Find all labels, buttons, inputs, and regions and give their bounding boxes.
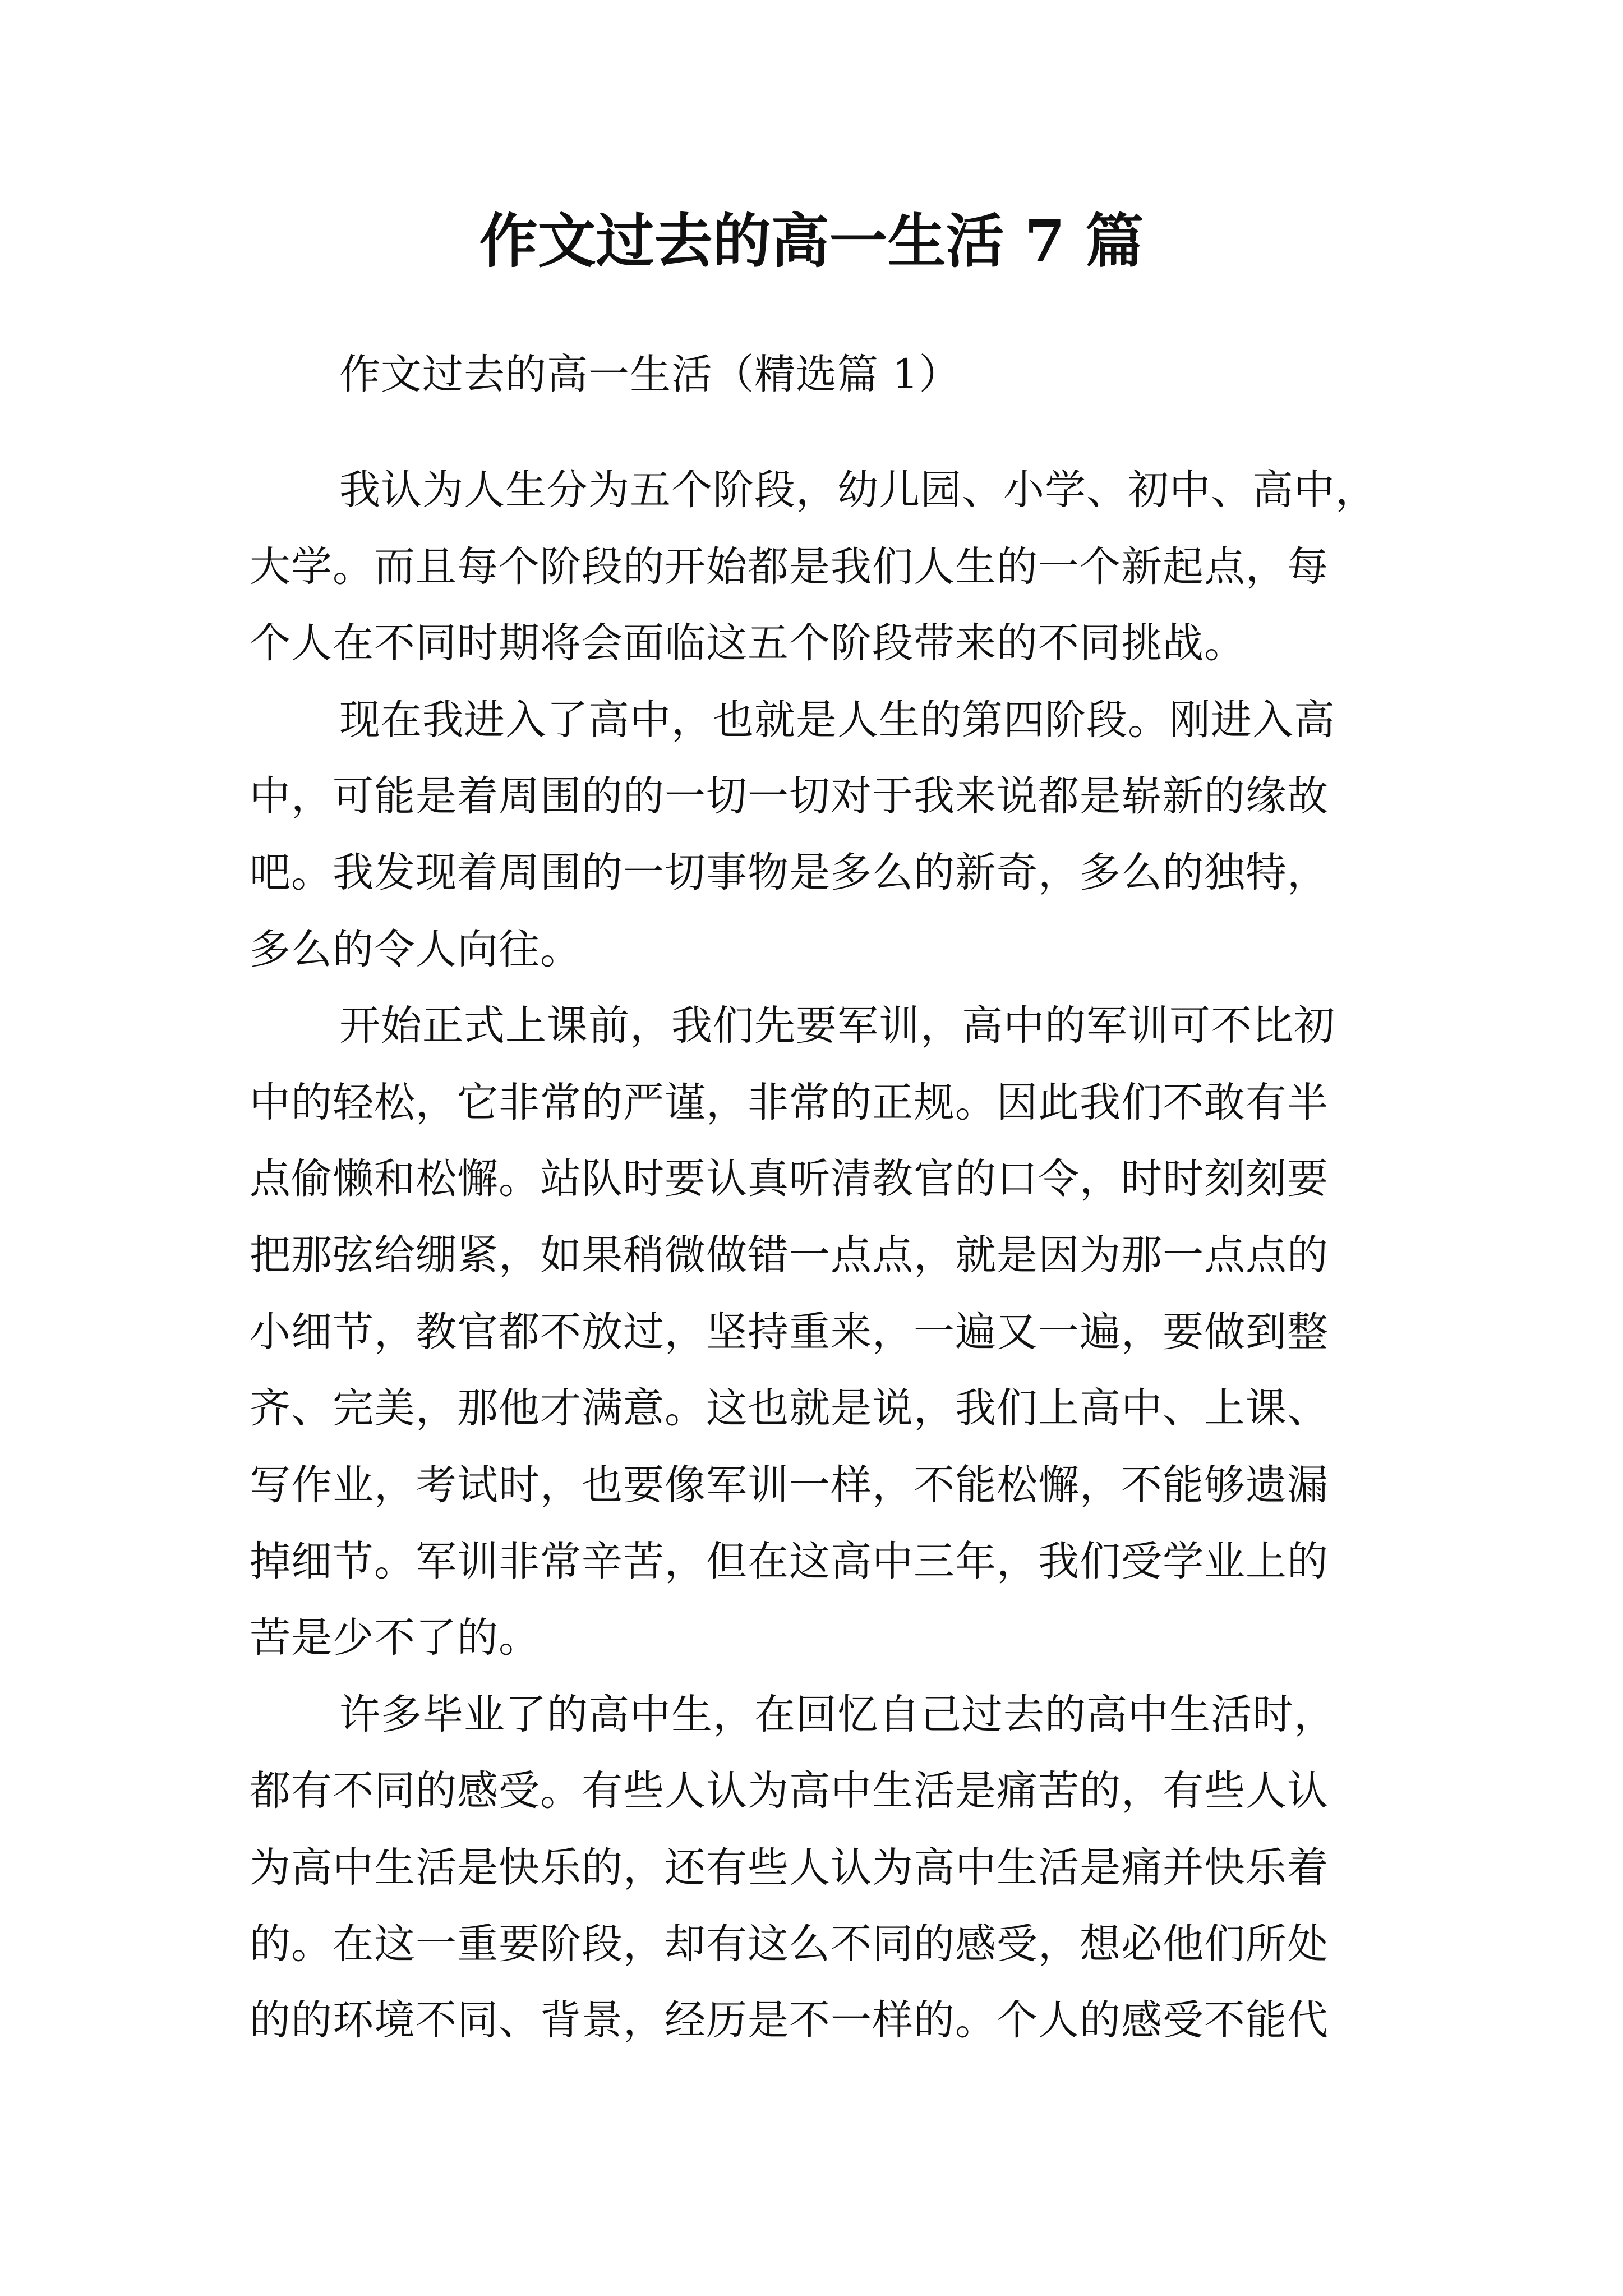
paragraph-3-line-5: 小细节，教官都不放过，坚持重来，一遍又一遍，要做到整 — [250, 1308, 1329, 1356]
paragraph-3-line-7: 写作业，考试时，也要像军训一样，不能松懈，不能够遗漏 — [250, 1461, 1329, 1509]
paragraph-3-line-8: 掉细节。军训非常辛苦，但在这高中三年，我们受学业上的 — [250, 1538, 1329, 1585]
paragraph-1-line-1: 我认为人生分为五个阶段，幼儿园、小学、初中、高中， — [339, 466, 1377, 514]
paragraph-3-line-4: 把那弦给绷紧，如果稍微做错一点点，就是因为那一点点的 — [250, 1231, 1329, 1279]
paragraph-4-line-4: 的。在这一重要阶段，却有这么不同的感受，想必他们所处 — [250, 1920, 1329, 1968]
paragraph-2-line-4: 多么的令人向往。 — [250, 926, 582, 973]
paragraph-3-line-2: 中的轻松，它非常的严谨，非常的正规。因此我们不敢有半 — [250, 1079, 1329, 1126]
paragraph-3-line-1: 开始正式上课前，我们先要军训，高中的军训可不比初 — [339, 1002, 1335, 1050]
paragraph-3-line-6: 齐、完美，那他才满意。这也就是说，我们上高中、上课、 — [250, 1384, 1329, 1432]
paragraph-1-line-3: 个人在不同时期将会面临这五个阶段带来的不同挑战。 — [250, 619, 1246, 667]
paragraph-1-line-2: 大学。而且每个阶段的开始都是我们人生的一个新起点，每 — [250, 543, 1329, 591]
paragraph-2-line-2: 中，可能是着周围的的一切一切对于我来说都是崭新的缘故 — [250, 772, 1329, 820]
paragraph-4-line-3: 为高中生活是快乐的，还有些人认为高中生活是痛并快乐着 — [250, 1844, 1329, 1892]
paragraph-2-line-3: 吧。我发现着周围的一切事物是多么的新奇，多么的独特， — [250, 849, 1329, 896]
paragraph-3-line-9: 苦是少不了的。 — [250, 1614, 540, 1662]
paragraph-3-line-3: 点偷懒和松懈。站队时要认真听清教官的口令，时时刻刻要 — [250, 1155, 1329, 1203]
paragraph-4-line-5: 的的环境不同、背景，经历是不一样的。个人的感受不能代 — [250, 1996, 1329, 2044]
section-heading: 作文过去的高一生活（精选篇 1） — [339, 351, 961, 398]
paragraph-4-line-1: 许多毕业了的高中生，在回忆自己过去的高中生活时， — [339, 1691, 1335, 1738]
paragraph-4-line-2: 都有不同的感受。有些人认为高中生活是痛苦的，有些人认 — [250, 1767, 1329, 1815]
paragraph-2-line-1: 现在我进入了高中，也就是人生的第四阶段。刚进入高 — [339, 696, 1335, 744]
document-title: 作文过去的高一生活 7 篇 — [479, 206, 1144, 275]
